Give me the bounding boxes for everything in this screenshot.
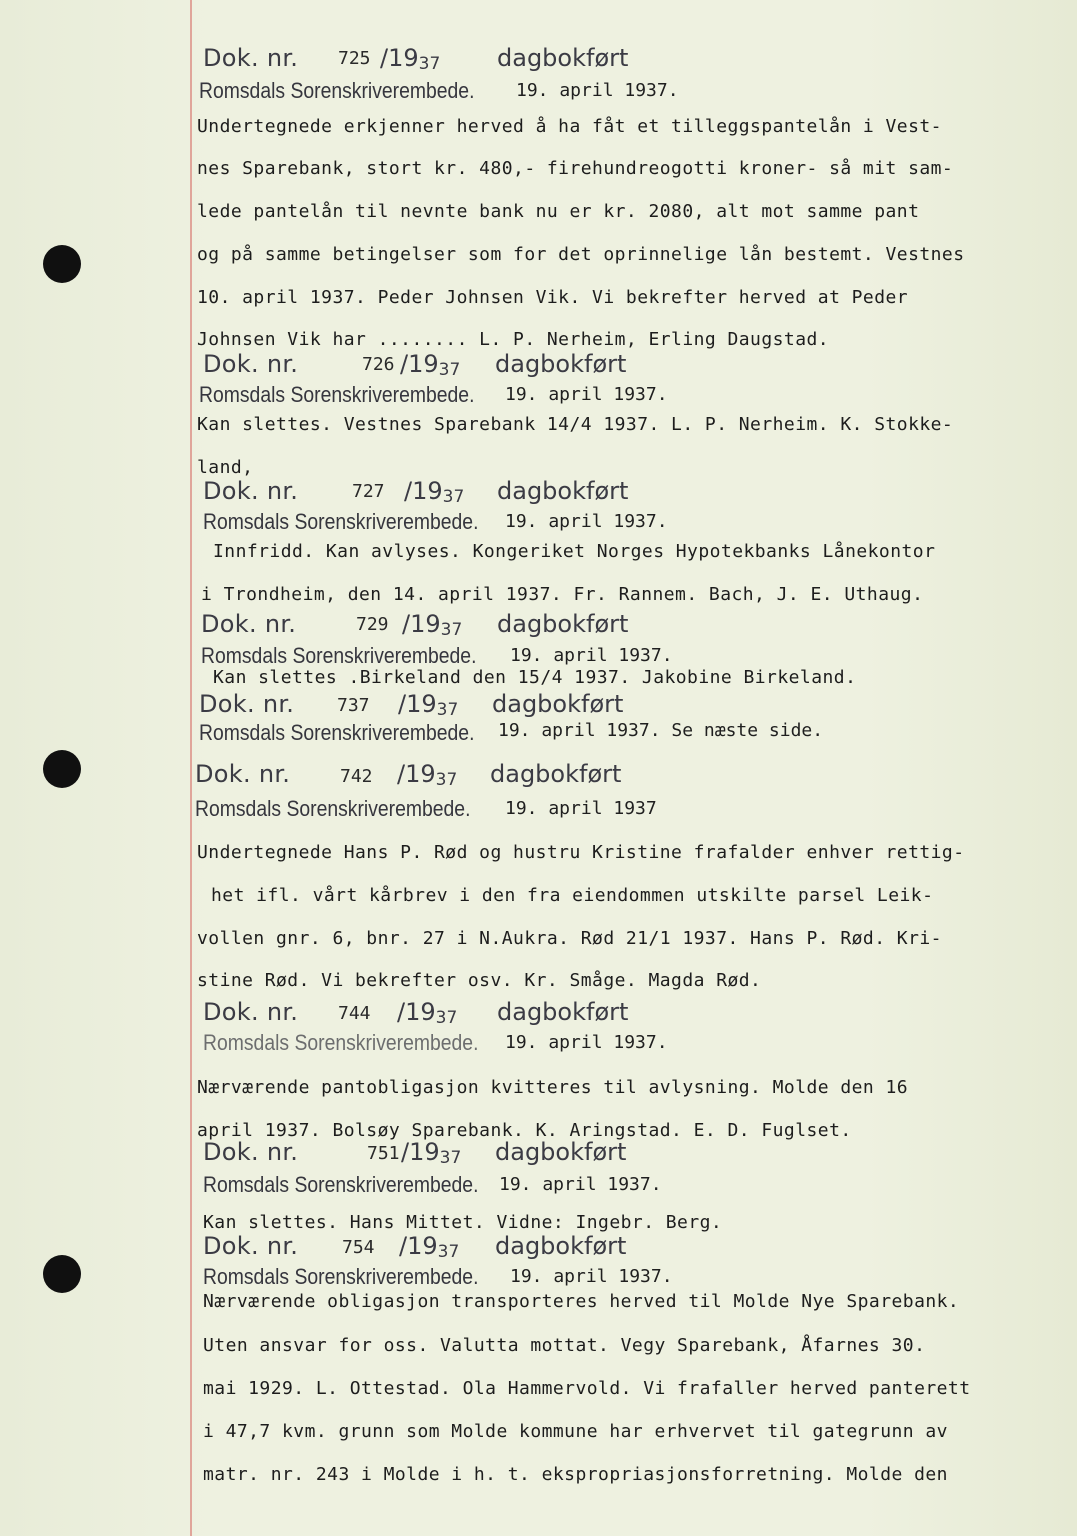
dok-year: /1937 bbox=[402, 610, 463, 640]
dagbokfort-stamp: dagbokført bbox=[497, 477, 629, 505]
dok-year: /1937 bbox=[397, 998, 458, 1028]
punch-hole bbox=[43, 245, 81, 283]
dok-number: 727 bbox=[352, 481, 385, 502]
office-stamp: Romsdals Sorenskriverembede. bbox=[203, 1264, 479, 1289]
text-line: stine Rød. Vi bekrefter osv. Kr. Småge. Magda Rød. bbox=[197, 970, 762, 991]
dok-number: 744 bbox=[338, 1003, 371, 1024]
dok-year: /1937 bbox=[399, 1232, 460, 1262]
entry-date: 19. april 1937 bbox=[505, 798, 657, 819]
dok-label: Dok. nr. bbox=[203, 1232, 299, 1260]
text-line: Kan slettes .Birkeland den 15/4 1937. Jakobine Birkeland. bbox=[213, 667, 857, 688]
text-line: Undertegnede Hans P. Rød og hustru Kristine frafalder enhver rettig- bbox=[197, 842, 965, 863]
dagbokfort-stamp: dagbokført bbox=[492, 690, 624, 718]
dagbokfort-stamp: dagbokført bbox=[497, 998, 629, 1026]
dok-number: 754 bbox=[342, 1237, 375, 1258]
office-stamp: Romsdals Sorenskriverembede. bbox=[201, 643, 477, 668]
text-line: Nærværende pantobligasjon kvitteres til avlysning. Molde den 16 bbox=[197, 1077, 909, 1098]
dok-label: Dok. nr. bbox=[195, 760, 291, 788]
dok-year: /1937 bbox=[400, 350, 461, 380]
text-line: Nærværende obligasjon transporteres herved til Molde Nye Sparebank. bbox=[203, 1291, 960, 1312]
text-line: Kan slettes. Hans Mittet. Vidne: Ingebr. Berg. bbox=[203, 1212, 723, 1233]
text-line: Kan slettes. Vestnes Sparebank 14/4 1937. L. P. Nerheim. K. Stokke- bbox=[197, 414, 954, 435]
office-stamp: Romsdals Sorenskriverembede. bbox=[195, 796, 471, 821]
dok-label: Dok. nr. bbox=[203, 998, 299, 1026]
text-line: nes Sparebank, stort kr. 480,- firehundreogotti kroner- så mit sam- bbox=[197, 158, 954, 179]
office-stamp: Romsdals Sorenskriverembede. bbox=[203, 1030, 479, 1055]
dok-label: Dok. nr. bbox=[201, 610, 297, 638]
text-line: mai 1929. L. Ottestad. Ola Hammervold. Vi frafaller herved panterett bbox=[203, 1378, 971, 1399]
dok-label: Dok. nr. bbox=[203, 44, 299, 72]
text-line: lede pantelån til nevnte bank nu er kr. 2080, alt mot samme pant bbox=[197, 201, 920, 222]
dok-label: Dok. nr. bbox=[203, 1138, 299, 1166]
dok-label: Dok. nr. bbox=[203, 350, 299, 378]
dok-number: 726 bbox=[362, 354, 395, 375]
dok-year: /1937 bbox=[401, 1138, 462, 1168]
entry-date: 19. april 1937. bbox=[516, 80, 679, 101]
entry-date: 19. april 1937. bbox=[510, 645, 673, 666]
dagbokfort-stamp: dagbokført bbox=[495, 350, 627, 378]
entry-date: 19. april 1937. bbox=[505, 511, 668, 532]
punch-hole bbox=[43, 1255, 81, 1293]
office-stamp: Romsdals Sorenskriverembede. bbox=[203, 1172, 479, 1197]
dok-year: /1937 bbox=[397, 760, 458, 790]
dok-label: Dok. nr. bbox=[203, 477, 299, 505]
dok-number: 742 bbox=[340, 766, 373, 787]
punch-hole bbox=[43, 750, 81, 788]
text-line: Johnsen Vik har ........ L. P. Nerheim, Erling Daugstad. bbox=[197, 329, 830, 350]
dagbokfort-stamp: dagbokført bbox=[495, 1138, 627, 1166]
margin-rule bbox=[190, 0, 192, 1536]
dok-number: 751 bbox=[367, 1143, 400, 1164]
dagbokfort-stamp: dagbokført bbox=[490, 760, 622, 788]
office-stamp: Romsdals Sorenskriverembede. bbox=[199, 78, 475, 103]
dok-year: /1937 bbox=[404, 477, 465, 507]
office-stamp: Romsdals Sorenskriverembede. bbox=[199, 382, 475, 407]
dagbokfort-stamp: dagbokført bbox=[497, 44, 629, 72]
entry-date: 19. april 1937. bbox=[505, 1032, 668, 1053]
text-line: 10. april 1937. Peder Johnsen Vik. Vi bekrefter herved at Peder bbox=[197, 287, 909, 308]
dagbokfort-stamp: dagbokført bbox=[495, 1232, 627, 1260]
text-line: i 47,7 kvm. grunn som Molde kommune har erhvervet til gategrunn av bbox=[203, 1421, 948, 1442]
dok-number: 737 bbox=[337, 695, 370, 716]
office-stamp: Romsdals Sorenskriverembede. bbox=[203, 509, 479, 534]
text-line: het ifl. vårt kårbrev i den fra eiendommen utskilte parsel Leik- bbox=[211, 885, 934, 906]
dok-number: 725 bbox=[338, 48, 371, 69]
text-line: Undertegnede erkjenner herved å ha fåt et tilleggspantelån i Vest- bbox=[197, 116, 942, 137]
text-line: vollen gnr. 6, bnr. 27 i N.Aukra. Rød 21/1 1937. Hans P. Rød. Kri- bbox=[197, 928, 942, 949]
office-stamp: Romsdals Sorenskriverembede. bbox=[199, 720, 475, 745]
dok-number: 729 bbox=[356, 614, 389, 635]
text-line: land, bbox=[197, 457, 254, 478]
dok-label: Dok. nr. bbox=[199, 690, 295, 718]
dok-year: /1937 bbox=[380, 44, 441, 74]
text-line: Innfridd. Kan avlyses. Kongeriket Norges Hypotekbanks Lånekontor bbox=[213, 541, 936, 562]
entry-date: 19. april 1937. Se næste side. bbox=[498, 720, 824, 741]
entry-date: 19. april 1937. bbox=[505, 384, 668, 405]
entry-date: 19. april 1937. bbox=[510, 1266, 673, 1287]
dok-year: /1937 bbox=[398, 690, 459, 720]
text-line: matr. nr. 243 i Molde i h. t. ekspropriasjonsforretning. Molde den bbox=[203, 1464, 948, 1485]
text-line: i Trondheim, den 14. april 1937. Fr. Rannem. Bach, J. E. Uthaug. bbox=[201, 584, 924, 605]
text-line: og på samme betingelser som for det oprinnelige lån bestemt. Vestnes bbox=[197, 244, 965, 265]
text-line: Uten ansvar for oss. Valutta mottat. Vegy Sparebank, Åfarnes 30. bbox=[203, 1335, 926, 1356]
text-line: april 1937. Bolsøy Sparebank. K. Aringstad. E. D. Fuglset. bbox=[197, 1120, 852, 1141]
dagbokfort-stamp: dagbokført bbox=[497, 610, 629, 638]
entry-date: 19. april 1937. bbox=[499, 1174, 662, 1195]
